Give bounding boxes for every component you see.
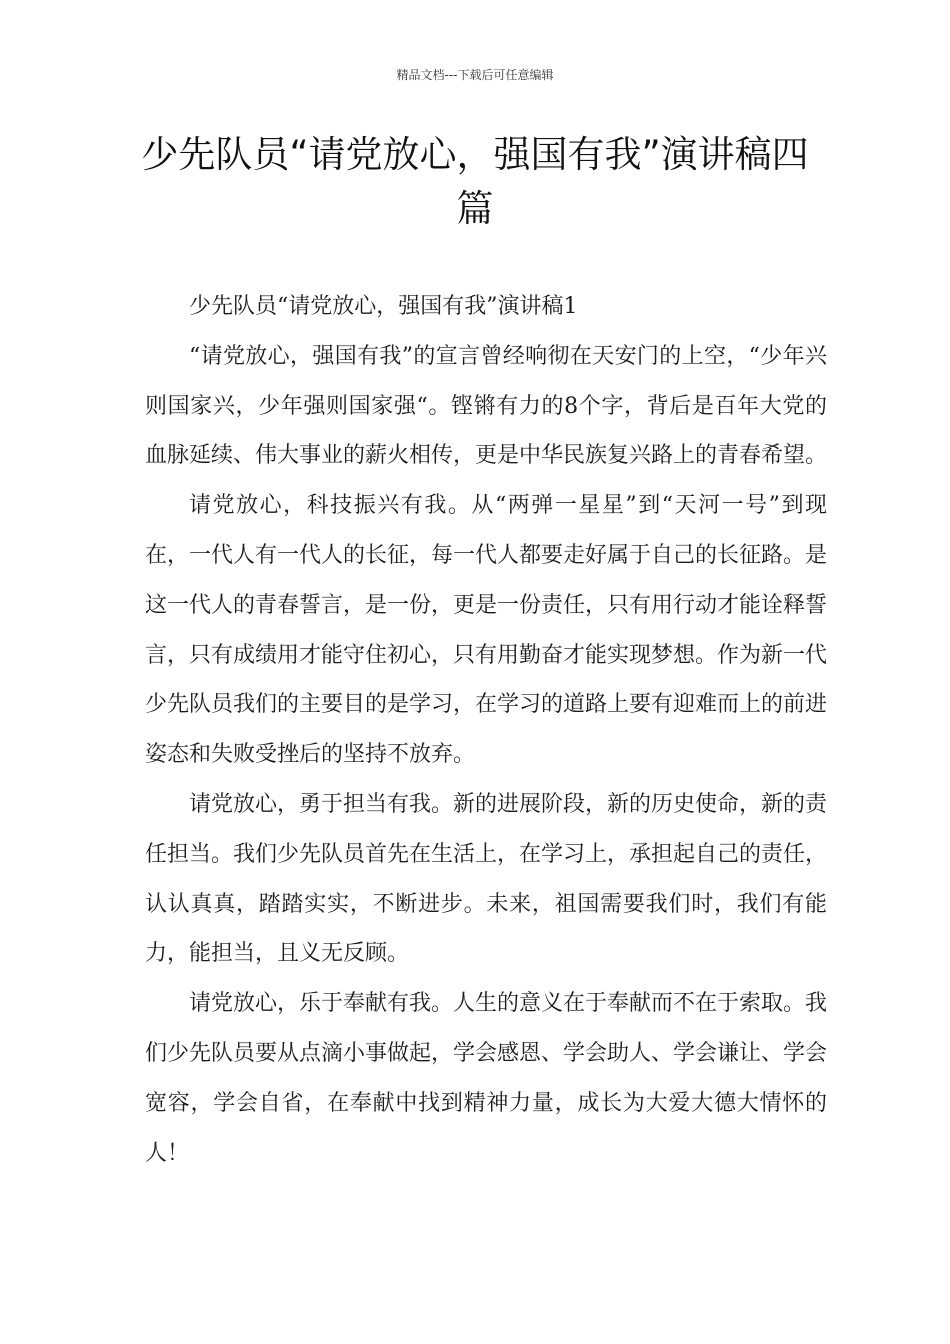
paragraph-1: “请党放心，强国有我”的宣言曾经响彻在天安门的上空，“少年兴则国家兴，少年强则国家强“。铿锵有力的8个字，背后是百年大党的血脉延续、伟大事业的薪火相传，更是中华民族复兴路上的青春希望。: [145, 343, 828, 469]
document-body: [145, 282, 827, 1178]
paragraph-2: 请党放心，科技振兴有我。从“两弹一星星”到“天河一号”到现在，一代人有一代人的长征，每一代人都要走好属于自己的长征路。是这一代人的青春誓言，是一份，更是一份责任，只有用行动才能诠释誓言，只有成绩用才能守住初心，只有用勤奋才能实现梦想。作为新一代少先队员我们的主要目的是学习，在学习的道路上要有迎难而上的前进姿态和失败受挫后的坚持不放弃。: [145, 493, 828, 768]
paragraph-3: 请党放心，勇于担当有我。新的进展阶段，新的历史使命，新的责任担当。我们少先队员首先在生活上，在学习上，承担起自己的责任，认认真真，踏踏实实，不断进步。未来，祖国需要我们时，我们有能力，能担当，且义无反顾。: [145, 791, 828, 967]
header-note: 精品文档---下载后可任意编辑: [396, 68, 554, 82]
paragraph-4: 请党放心，乐于奉献有我。人生的意义在于奉献而不在于索取。我们少先队员要从点滴小事做起，学会感恩、学会助人、学会谦让、学会宽容，学会自省，在奉献中找到精神力量，成长为大爱大德大情怀的人！: [145, 991, 828, 1166]
document-title: 少先队员“请党放心，强国有我”演讲稿四篇: [141, 133, 809, 230]
section-subtitle: 少先队员“请党放心，强国有我”演讲稿1: [189, 294, 578, 319]
